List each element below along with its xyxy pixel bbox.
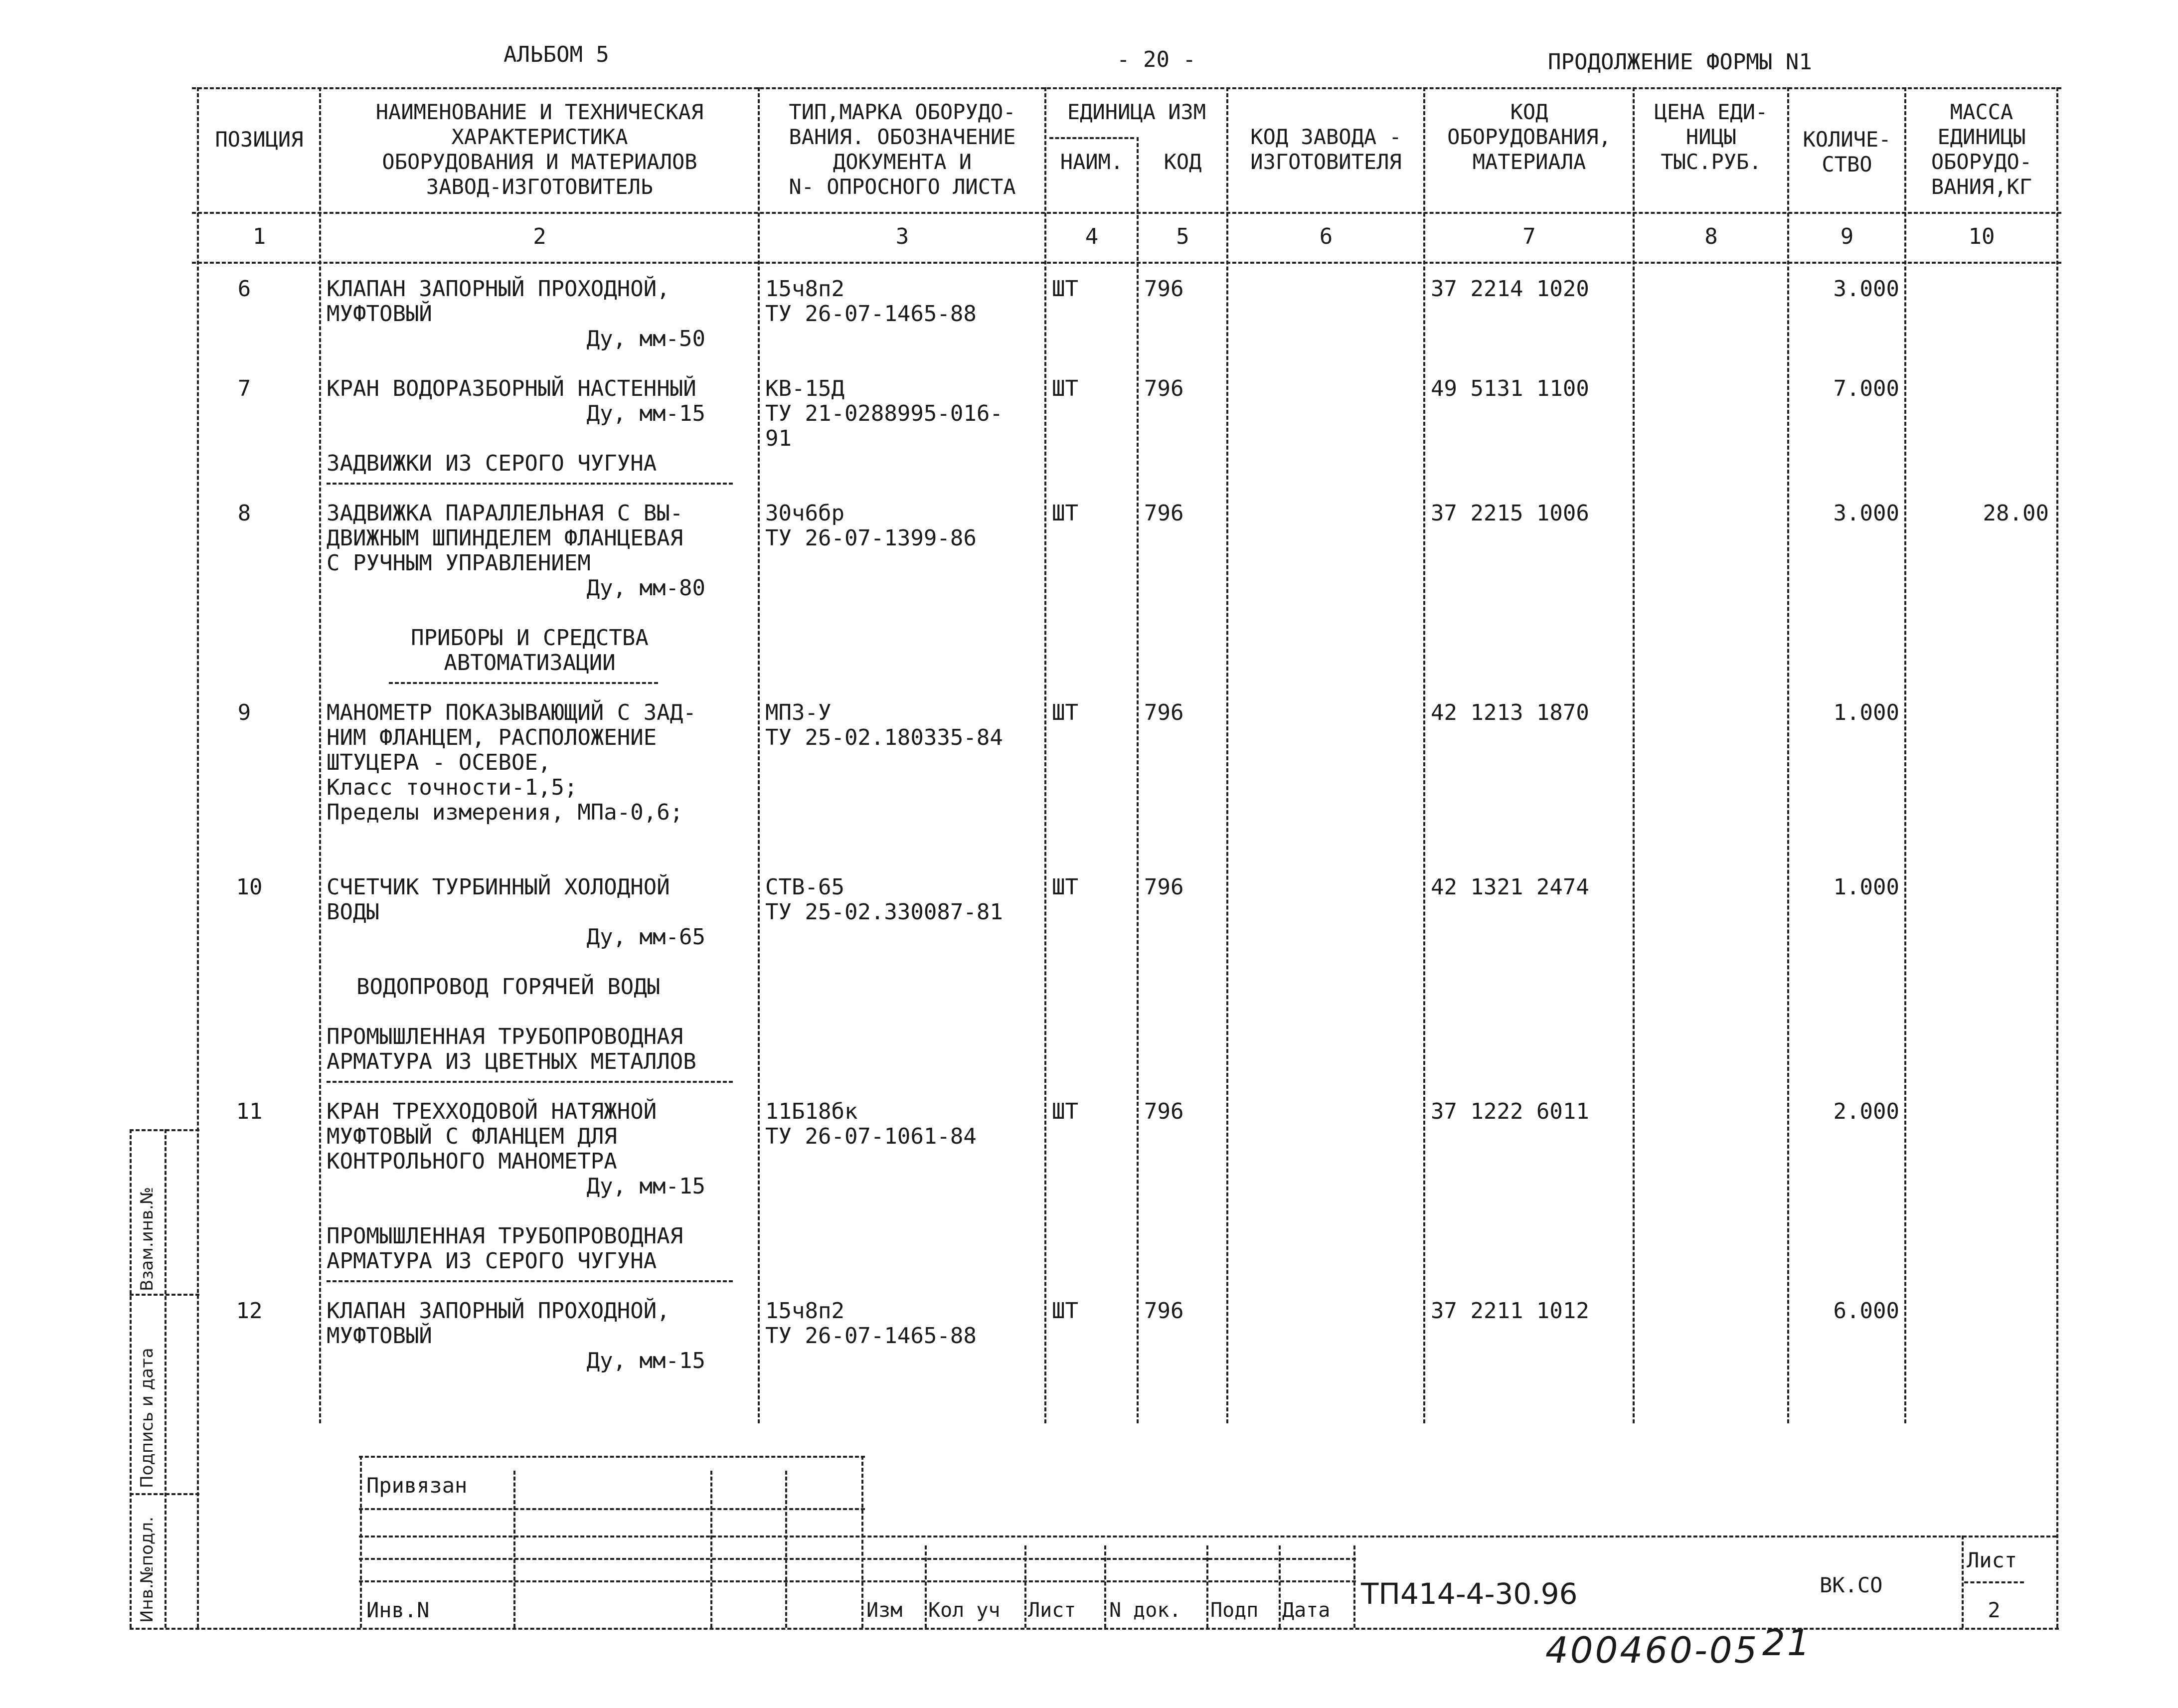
row-9-name-l1: МАНОМЕТР ПОКАЗЫВАЮЩИЙ С ЗАД- <box>327 700 696 725</box>
col-header-3-l2: ВАНИЯ. ОБОЗНАЧЕНИЕ <box>789 125 1016 149</box>
col-header-10-l2: ЕДИНИЦЫ <box>1937 125 2026 149</box>
row-8-type-l2: ТУ 26-07-1399-86 <box>765 525 977 551</box>
side-label-inv-podl: Инв.№подл. <box>137 1517 157 1623</box>
row-6-mat: 37 2214 1020 <box>1431 276 1589 302</box>
row-6-code: 796 <box>1144 276 1184 302</box>
col-num-9: 9 <box>1840 224 1854 249</box>
stamp-v5 <box>861 1456 863 1628</box>
side-label-podpis: Подпись и дата <box>137 1348 157 1488</box>
row-9-type-l1: МПЗ-У <box>765 700 832 725</box>
stamp-izm: Изм <box>866 1599 903 1622</box>
col-line-6 <box>1423 87 1425 1423</box>
col-header-7-l2: ОБОРУДОВАНИЯ, <box>1447 125 1611 149</box>
stamp-sheet-line <box>1964 1581 2024 1583</box>
side-strip-outer <box>130 1129 132 1628</box>
col-header-3-l1: ТИП,МАРКА ОБОРУДО- <box>789 100 1016 124</box>
row-7-unit: ШТ <box>1052 376 1078 401</box>
row-9-mat: 42 1213 1870 <box>1431 700 1589 725</box>
col-header-6-l1: КОД ЗАВОДА - <box>1250 125 1402 149</box>
row-12-type-l1: 15ч8п2 <box>765 1298 844 1324</box>
stamp-list: Лист <box>1028 1599 1076 1622</box>
col-header-10-l3: ОБОРУДО- <box>1931 150 2032 174</box>
row-10-pos: 10 <box>236 874 263 900</box>
stamp-v9 <box>1206 1545 1208 1628</box>
col-header-8-l1: ЦЕНА ЕДИ- <box>1654 100 1768 124</box>
section-4-underline <box>327 1081 733 1083</box>
row-6-unit: ШТ <box>1052 276 1078 302</box>
row-9-type-l2: ТУ 25-02.180335-84 <box>765 725 1003 750</box>
stamp-v12 <box>1962 1536 1964 1628</box>
row-11-type-l2: ТУ 26-07-1061-84 <box>765 1124 977 1149</box>
stamp-section: ВК.СО <box>1820 1573 1883 1597</box>
section-hot-water: ВОДОПРОВОД ГОРЯЧЕЙ ВОДЫ <box>356 974 661 1000</box>
row-9-qty: 1.000 <box>1833 700 1899 725</box>
col-header-2-l4: ЗАВОД-ИЗГОТОВИТЕЛЬ <box>426 174 654 199</box>
col-header-4: НАИМ. <box>1060 150 1124 174</box>
col-header-3-l4: N- ОПРОСНОГО ЛИСТА <box>789 174 1016 199</box>
col-header-10-l4: ВАНИЯ,КГ <box>1931 174 2032 199</box>
col-num-4: 4 <box>1085 224 1099 249</box>
side-strip-div1 <box>130 1294 199 1296</box>
row-9-pos: 9 <box>237 700 251 725</box>
col-header-2-l2: ХАРАКТЕРИСТИКА <box>451 125 628 149</box>
row-8-name-l1: ЗАДВИЖКА ПАРАЛЛЕЛЬНАЯ С ВЫ- <box>327 501 683 526</box>
col-line-9 <box>1904 87 1906 1423</box>
col-num-5: 5 <box>1176 224 1189 249</box>
row-7-type-l2: ТУ 21-0288995-016- <box>765 401 1003 426</box>
row-8-qty: 3.000 <box>1833 501 1899 526</box>
row-12-name-l2: МУФТОВЫЙ <box>327 1323 432 1349</box>
row-10-type-l2: ТУ 25-02.330087-81 <box>765 899 1003 925</box>
col-header-2-l1: НАИМЕНОВАНИЕ И ТЕХНИЧЕСКАЯ <box>375 100 704 124</box>
form-continuation: ПРОДОЛЖЕНИЕ ФОРМЫ N1 <box>1548 49 1812 75</box>
col-line-7 <box>1633 87 1635 1423</box>
row-11-type-l1: 11Б18бк <box>765 1099 858 1124</box>
row-10-name-l2: ВОДЫ <box>327 899 379 925</box>
section-1-underline <box>327 483 733 485</box>
col-num-7: 7 <box>1522 224 1536 249</box>
row-12-code: 796 <box>1144 1298 1184 1324</box>
row-9-name-l5: Пределы измерения, МПа-0,6; <box>327 800 683 825</box>
section-gray-iron-gates: ЗАДВИЖКИ ИЗ СЕРОГО ЧУГУНА <box>327 451 657 476</box>
row-8-code: 796 <box>1144 501 1184 526</box>
col-header-3-l3: ДОКУМЕНТА И <box>833 150 972 174</box>
row-9-code: 796 <box>1144 700 1184 725</box>
row-10-qty: 1.000 <box>1833 874 1899 900</box>
stamp-v2 <box>513 1471 515 1628</box>
col-line-1 <box>319 87 321 1423</box>
row-6-type-l2: ТУ 26-07-1465-88 <box>765 301 977 327</box>
col-line-3 <box>1044 87 1046 1423</box>
stamp-kol-uch: Кол уч <box>928 1599 1001 1622</box>
col-header-10-l1: МАССА <box>1950 100 2013 124</box>
row-9-name-l2: НИМ ФЛАНЦЕМ, РАСПОЛОЖЕНИЕ <box>327 725 657 750</box>
stamp-line-a <box>359 1508 865 1510</box>
section-gray-iron-l1: ПРОМЫШЛЕННАЯ ТРУБОПРОВОДНАЯ <box>327 1223 683 1249</box>
row-10-mat: 42 1321 2474 <box>1431 874 1589 900</box>
handwritten-archive-number: 400460-05 <box>1545 1629 1759 1671</box>
col-line-0 <box>197 87 199 1628</box>
row-6-qty: 3.000 <box>1833 276 1899 302</box>
row-6-name-l2: МУФТОВЫЙ <box>327 301 432 327</box>
numbers-bottom-border <box>192 262 2061 264</box>
col-num-2: 2 <box>533 224 546 249</box>
stamp-v6 <box>925 1545 927 1628</box>
col-line-8 <box>1787 87 1789 1423</box>
row-11-pos: 11 <box>236 1099 263 1124</box>
row-7-name-l1: КРАН ВОДОРАЗБОРНЫЙ НАСТЕННЫЙ <box>327 376 696 401</box>
section-2-underline <box>389 682 658 684</box>
row-7-type-l3: 91 <box>765 426 792 451</box>
section-5-underline <box>327 1280 733 1282</box>
row-10-name-l3: Ду, мм-65 <box>586 924 705 950</box>
row-11-name-l2: МУФТОВЫЙ С ФЛАНЦЕМ ДЛЯ <box>327 1124 617 1149</box>
col-header-5: КОД <box>1164 150 1202 174</box>
stamp-v11 <box>1353 1545 1355 1628</box>
row-9-name-l3: ШТУЦЕРА - ОСЕВОЕ, <box>327 750 551 775</box>
row-7-pos: 7 <box>237 376 251 401</box>
col-header-9-l2: СТВО <box>1822 152 1872 176</box>
col-num-10: 10 <box>1968 224 1995 249</box>
col-num-1: 1 <box>252 224 266 249</box>
row-8-name-l4: Ду, мм-80 <box>586 575 705 601</box>
stamp-v1 <box>360 1456 362 1628</box>
stamp-v3 <box>710 1471 712 1628</box>
row-8-type-l1: 30ч6бр <box>765 501 844 526</box>
row-7-code: 796 <box>1144 376 1184 401</box>
header-bottom-border <box>192 212 2061 214</box>
stamp-privyazan: Привязан <box>366 1473 468 1498</box>
row-7-name-l2: Ду, мм-15 <box>586 401 705 426</box>
side-strip-top <box>130 1129 199 1131</box>
row-6-pos: 6 <box>237 276 251 302</box>
col-num-6: 6 <box>1319 224 1333 249</box>
row-12-unit: ШТ <box>1052 1298 1078 1324</box>
row-6-name-l1: КЛАПАН ЗАПОРНЫЙ ПРОХОДНОЙ, <box>327 276 670 302</box>
row-11-unit: ШТ <box>1052 1099 1078 1124</box>
col-header-unit: ЕДИНИЦА ИЗМ <box>1067 100 1206 124</box>
row-8-mass: 28.00 <box>1983 501 2049 526</box>
col-header-7-l3: МАТЕРИАЛА <box>1472 150 1586 174</box>
col-header-1: ПОЗИЦИЯ <box>215 127 304 152</box>
row-10-code: 796 <box>1144 874 1184 900</box>
stamp-v7 <box>1024 1545 1026 1628</box>
stamp-v10 <box>1279 1545 1281 1628</box>
stamp-sheet-label: Лист <box>1967 1548 2017 1572</box>
row-8-name-l2: ДВИЖНЫМ ШПИНДЕЛЕМ ФЛАНЦЕВАЯ <box>327 525 683 551</box>
stamp-data: Дата <box>1282 1599 1331 1622</box>
col-header-8-l3: ТЫС.РУБ. <box>1661 150 1762 174</box>
stamp-v8 <box>1104 1545 1106 1628</box>
unit-split-line <box>1049 137 1134 139</box>
row-12-pos: 12 <box>236 1298 263 1324</box>
row-12-name-l1: КЛАПАН ЗАПОРНЫЙ ПРОХОДНОЙ, <box>327 1298 670 1324</box>
page-number: - 20 - <box>1117 47 1196 72</box>
row-10-unit: ШТ <box>1052 874 1078 900</box>
row-11-code: 796 <box>1144 1099 1184 1124</box>
row-8-mat: 37 2215 1006 <box>1431 501 1589 526</box>
row-7-type-l1: КВ-15Д <box>765 376 844 401</box>
row-12-mat: 37 2211 1012 <box>1431 1298 1589 1324</box>
stamp-inv-label: Инв.N <box>366 1598 430 1622</box>
handwritten-page-number: 21 <box>1762 1622 1812 1664</box>
stamp-v4 <box>785 1471 787 1628</box>
album-label: АЛЬБОМ 5 <box>503 42 609 67</box>
row-8-unit: ШТ <box>1052 501 1078 526</box>
stamp-top-border <box>359 1456 865 1458</box>
row-9-name-l4: Класс точности-1,5; <box>327 775 578 800</box>
col-header-7-l1: КОД <box>1510 100 1548 124</box>
row-11-name-l3: КОНТРОЛЬНОГО МАНОМЕТРА <box>327 1149 617 1174</box>
row-10-type-l1: СТВ-65 <box>765 874 844 900</box>
section-nonferrous-l2: АРМАТУРА ИЗ ЦВЕТНЫХ МЕТАЛЛОВ <box>327 1049 696 1074</box>
col-header-9-l1: КОЛИЧЕ- <box>1803 127 1891 152</box>
row-9-unit: ШТ <box>1052 700 1078 725</box>
side-strip-inner <box>165 1129 167 1628</box>
row-11-name-l4: Ду, мм-15 <box>586 1174 705 1199</box>
row-11-name-l1: КРАН ТРЕХХОДОВОЙ НАТЯЖНОЙ <box>327 1099 657 1124</box>
section-automation-l1: ПРИБОРЫ И СРЕДСТВА <box>411 625 649 651</box>
section-gray-iron-l2: АРМАТУРА ИЗ СЕРОГО ЧУГУНА <box>327 1248 657 1274</box>
col-line-2 <box>758 87 760 1423</box>
col-line-4 <box>1137 137 1139 1423</box>
col-header-6-l2: ИЗГОТОВИТЕЛЯ <box>1250 150 1402 174</box>
table-top-border <box>192 87 2061 89</box>
stamp-line-b <box>359 1536 2056 1537</box>
side-label-vzam: Взам.инв.№ <box>137 1187 157 1291</box>
row-10-name-l1: СЧЕТЧИК ТУРБИННЫЙ ХОЛОДНОЙ <box>327 874 670 900</box>
row-6-type-l1: 15ч8п2 <box>765 276 844 302</box>
stamp-n-dok: N док. <box>1109 1599 1181 1622</box>
col-num-3: 3 <box>895 224 909 249</box>
side-strip-div2 <box>130 1493 199 1495</box>
section-nonferrous-l1: ПРОМЫШЛЕННАЯ ТРУБОПРОВОДНАЯ <box>327 1024 683 1049</box>
row-12-name-l3: Ду, мм-15 <box>586 1348 705 1373</box>
col-header-2-l3: ОБОРУДОВАНИЯ И МАТЕРИАЛОВ <box>382 150 697 174</box>
stamp-doc-code: ТП414-4-30.96 <box>1361 1577 1578 1611</box>
row-8-name-l3: С РУЧНЫМ УПРАВЛЕНИЕМ <box>327 550 591 576</box>
row-12-type-l2: ТУ 26-07-1465-88 <box>765 1323 977 1349</box>
col-header-8-l2: НИЦЫ <box>1685 125 1737 149</box>
row-6-name-l3: Ду, мм-50 <box>586 326 705 351</box>
row-11-qty: 2.000 <box>1833 1099 1899 1124</box>
col-line-5 <box>1226 87 1228 1423</box>
col-num-8: 8 <box>1704 224 1718 249</box>
stamp-sheet-number: 2 <box>1988 1598 2001 1622</box>
section-automation-l2: АВТОМАТИЗАЦИИ <box>444 650 616 676</box>
col-line-10 <box>2056 87 2058 1628</box>
row-11-mat: 37 1222 6011 <box>1431 1099 1589 1124</box>
row-12-qty: 6.000 <box>1833 1298 1899 1324</box>
row-7-qty: 7.000 <box>1833 376 1899 401</box>
stamp-podp: Подп <box>1210 1599 1259 1622</box>
row-7-mat: 49 5131 1100 <box>1431 376 1589 401</box>
row-8-pos: 8 <box>237 501 251 526</box>
